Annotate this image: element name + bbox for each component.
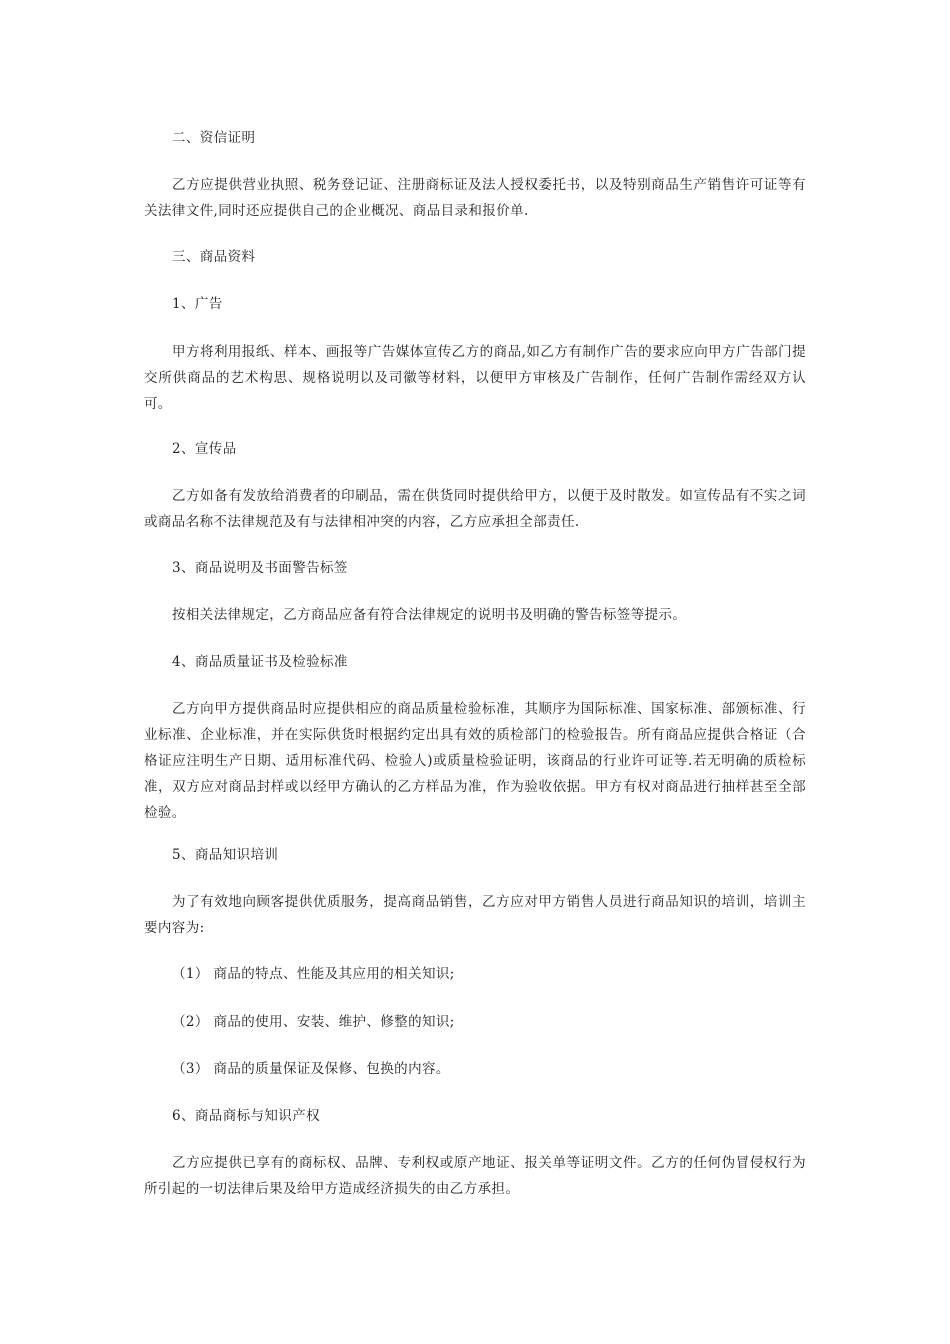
item-heading-advertising: 1、广告: [172, 296, 223, 312]
paragraph-quality-certificates: 乙方向甲方提供商品时应提供相应的商品质量检验标准，其顺序为国际标准、国家标准、部颁标准、行业标准、企业标准，并在实际供货时根据约定出具有效的质检部门的检验报告。所有商品应提供合格证（合格证应注明生产日期、适用标准代码、检验人)或质量检验证明，该商品的行业许可证等.若无明确的质检标准，双方应对商品封样或以经甲方确认的乙方样品为准，作为验收依据。甲方有权对商品进行抽样甚至全部检验。: [144, 701, 806, 821]
section-heading-credit-proof: 二、资信证明: [172, 130, 256, 146]
paragraph-credit-proof: 乙方应提供营业执照、税务登记证、注册商标证及法人授权委托书，以及特别商品生产销售许可证等有关法律文件,同时还应提供自己的企业概况、商品目录和报价单.: [144, 177, 806, 219]
list-item: （1） 商品的特点、性能及其应用的相关知识;: [172, 966, 455, 982]
section-heading-product-info: 三、商品资料: [172, 249, 256, 265]
item-heading-quality-certificates: 4、商品质量证书及检验标准: [172, 654, 348, 670]
paragraph-trademark-ip: 乙方应提供已享有的商标权、品牌、专利权或原产地证、报关单等证明文件。乙方的任何伪冒侵权行为所引起的一切法律后果及给甲方造成经济损失的由乙方承担。: [144, 1155, 806, 1197]
paragraph-promo-materials: 乙方如备有发放给消费者的印刷品，需在供货同时提供给甲方，以便于及时散发。如宣传品有不实之词或商品名称不法律规范及有与法律相冲突的内容，乙方应承担全部责任.: [144, 488, 806, 530]
paragraph-advertising: 甲方将利用报纸、样本、画报等广告媒体宣传乙方的商品,如乙方有制作广告的要求应向甲方广告部门提交所供商品的艺术构思、规格说明以及司徽等材料，以便甲方审核及广告制作，任何广告制作需经双方认可。: [144, 344, 806, 412]
item-heading-product-training: 5、商品知识培训: [172, 847, 279, 863]
item-heading-instructions-labels: 3、商品说明及书面警告标签: [172, 560, 348, 576]
list-item: （2） 商品的使用、安装、维护、修整的知识;: [172, 1014, 455, 1030]
list-item: （3） 商品的质量保证及保修、包换的内容。: [172, 1061, 450, 1077]
item-heading-promo-materials: 2、宣传品: [172, 441, 237, 457]
paragraph-instructions-labels: 按相关法律规定，乙方商品应备有符合法律规定的说明书及明确的警告标签等提示。: [172, 607, 687, 623]
item-heading-trademark-ip: 6、商品商标与知识产权: [172, 1108, 320, 1124]
paragraph-product-training: 为了有效地向顾客提供优质服务，提高商品销售，乙方应对甲方销售人员进行商品知识的培训，培训主要内容为:: [144, 894, 806, 936]
